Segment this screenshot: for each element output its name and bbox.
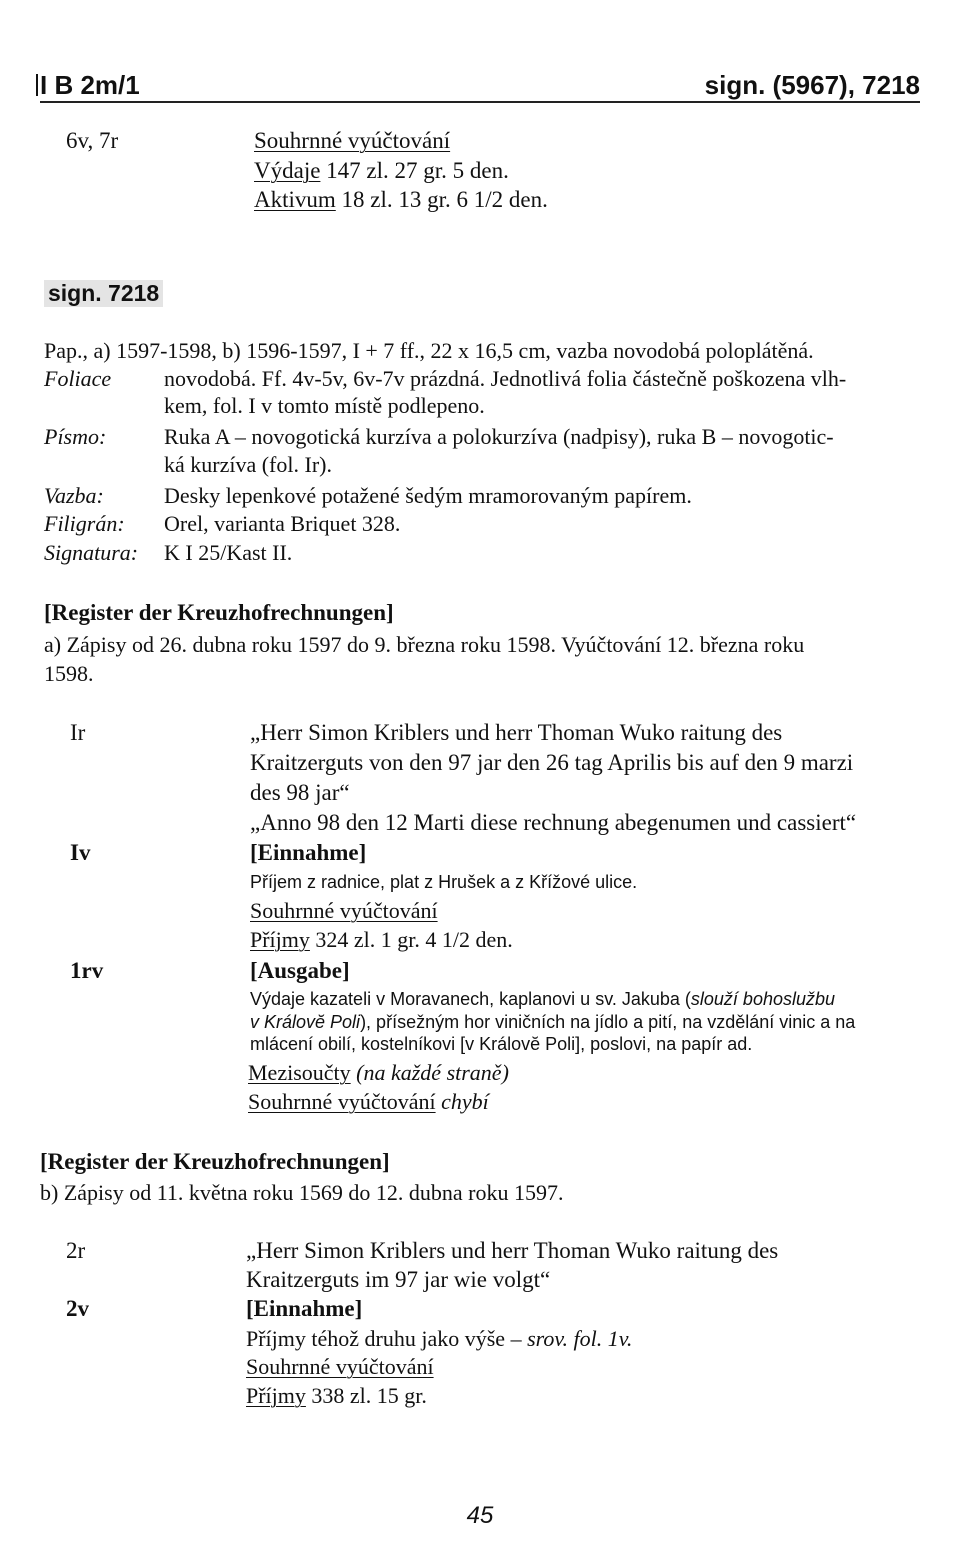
summary-heading-a: Souhrnné vyúčtování bbox=[250, 898, 438, 923]
quote-b-line2: Kraitzerguts im 97 jar wie volgt“ bbox=[246, 1267, 551, 1292]
script-label: Písmo: bbox=[44, 424, 107, 449]
expenses-heading: [Ausgabe] bbox=[250, 958, 350, 983]
shelfmark-value: K I 25/Kast II. bbox=[164, 540, 293, 565]
income-value-b: 338 zl. 15 gr. bbox=[305, 1383, 427, 1408]
foliation-label: Foliace bbox=[44, 366, 112, 391]
section-b-title: [Register der Kreuzhofrechnungen] bbox=[40, 1149, 390, 1174]
folio-2r: 2r bbox=[66, 1238, 86, 1263]
subtotals-line bbox=[248, 1060, 509, 1086]
expenses-text-part2: ), přísežným hor viničních na jídlo a pití, na vzdělání vinic a na bbox=[360, 1012, 856, 1032]
expenses-text-italic2: v Královĕ Poli bbox=[250, 1012, 361, 1032]
physical-description: Pap., a) 1597-1598, b) 1596-1597, I + 7 ff., 22 x 16,5 cm, vazba novodobá poloplátěná. bbox=[44, 338, 814, 363]
assets-value: 18 zl. 13 gr. 6 1/2 den. bbox=[335, 187, 548, 212]
header-left-reference: I B 2m/1 bbox=[40, 70, 140, 100]
script-value-cont: ká kurzíva (fol. Ir). bbox=[164, 452, 332, 477]
quote-b-line1: „Herr Simon Kriblers und herr Thoman Wuko raitung des bbox=[246, 1238, 779, 1263]
income-total-line bbox=[250, 927, 513, 953]
income-label: Příjmy bbox=[250, 927, 310, 952]
missing-note: chybí bbox=[441, 1089, 489, 1114]
expenses-text-italic: slouží bohoslužbu bbox=[690, 989, 836, 1009]
income-heading-b: [Einnahme] bbox=[246, 1296, 363, 1321]
summary-missing-line bbox=[248, 1089, 489, 1115]
section-a-intro: a) Zápisy od 26. dubna roku 1597 do 9. března roku 1598. Vyúčtování 12. března roku bbox=[44, 632, 805, 657]
quote2: „Anno 98 den 12 Marti diese rechnung abegenumen und cassiert“ bbox=[250, 810, 857, 835]
expenses-text-line1 bbox=[250, 989, 835, 1010]
subtotals-note: (na každé straně) bbox=[356, 1060, 509, 1085]
assets-line bbox=[254, 187, 548, 213]
page-number: 45 bbox=[466, 1502, 494, 1529]
section-a-title: [Register der Kreuzhofrechnungen] bbox=[44, 600, 394, 625]
folio-2v: 2v bbox=[66, 1296, 89, 1321]
folio-iv: Iv bbox=[70, 840, 91, 865]
income-text-b-part: Příjmy téhož druhu jako výše – bbox=[246, 1326, 528, 1351]
watermark-label: Filigrán: bbox=[44, 511, 125, 536]
subtotals-label: Mezisoučty bbox=[248, 1060, 351, 1085]
expenses-value: 147 zl. 27 gr. 5 den. bbox=[320, 158, 509, 183]
foliation-value-cont: kem, fol. I v tomto místě podlepeno. bbox=[164, 393, 485, 418]
assets-label: Aktivum bbox=[254, 187, 336, 212]
shelfmark-label: Signatura: bbox=[44, 540, 139, 565]
income-total-line-b bbox=[246, 1383, 427, 1409]
income-text-b-ref: srov. fol. 1v. bbox=[527, 1326, 633, 1351]
header-rule bbox=[40, 101, 920, 103]
expenses-text-part: Výdaje kazateli v Moravanech, kaplanovi u sv. Jakuba ( bbox=[250, 989, 691, 1009]
income-label-b: Příjmy bbox=[246, 1383, 306, 1408]
binding-label: Vazba: bbox=[44, 483, 104, 508]
expenses-text-line3: mlácení obilí, kostelníkovi [v Královĕ Poli], poslovi, na papír ad. bbox=[250, 1034, 753, 1054]
quote1-line3: des 98 jar“ bbox=[250, 780, 350, 805]
income-text-b bbox=[246, 1326, 632, 1352]
expenses-label: Výdaje bbox=[254, 158, 321, 183]
section-b-intro: b) Zápisy od 11. května roku 1569 do 12. dubna roku 1597. bbox=[40, 1180, 564, 1205]
section-a-intro-cont: 1598. bbox=[44, 661, 94, 686]
binding-value: Desky lepenkové potažené šedým mramorovaným papírem. bbox=[164, 483, 692, 508]
folio-6v-7r: 6v, 7r bbox=[66, 128, 119, 153]
summary-heading-a2: Souhrnné vyúčtování bbox=[248, 1089, 436, 1114]
quote1-line2: Kraitzerguts von den 97 jar den 26 tag Aprilis bis auf den 9 marzi bbox=[250, 750, 854, 775]
signature-heading: sign. 7218 bbox=[44, 280, 163, 307]
folio-ir: Ir bbox=[70, 720, 86, 745]
income-heading: [Einnahme] bbox=[250, 840, 367, 865]
folio-1rv: 1rv bbox=[70, 958, 104, 983]
script-value: Ruka A – novogotická kurzíva a polokurzíva (nadpisy), ruka B – novogotic- bbox=[164, 424, 834, 449]
header-margin-mark bbox=[36, 74, 38, 96]
income-value: 324 zl. 1 gr. 4 1/2 den. bbox=[309, 927, 513, 952]
summary-heading-b: Souhrnné vyúčtování bbox=[246, 1354, 434, 1379]
income-text: Příjem z radnice, plat z Hrušek a z Křížové ulice. bbox=[250, 872, 638, 892]
header-right-signature: sign. (5967), 7218 bbox=[704, 70, 920, 100]
watermark-value: Orel, varianta Briquet 328. bbox=[164, 511, 401, 536]
expenses-text-line2 bbox=[250, 1012, 855, 1033]
summary-heading: Souhrnné vyúčtování bbox=[254, 128, 451, 153]
quote1-line1: „Herr Simon Kriblers und herr Thoman Wuko raitung des bbox=[250, 720, 783, 745]
expenses-line bbox=[254, 158, 509, 184]
foliation-value: novodobá. Ff. 4v-5v, 6v-7v prázdná. Jednotlivá folia částečně poškozena vlh- bbox=[164, 366, 847, 391]
